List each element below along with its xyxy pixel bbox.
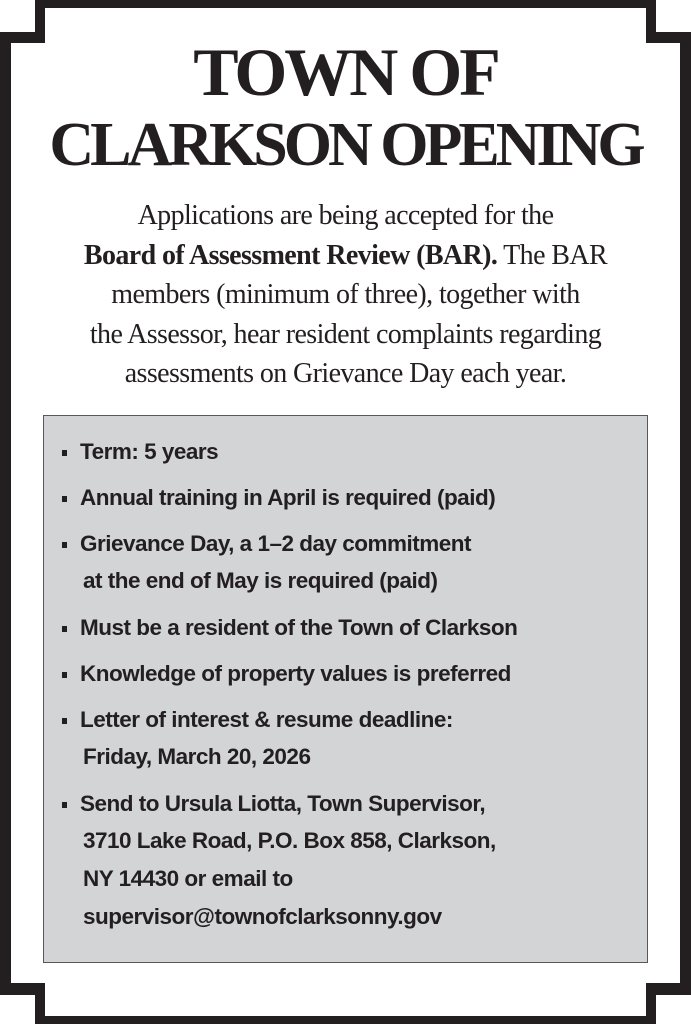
requirement-text-continued: NY 14430 or email to — [83, 866, 293, 891]
square-bullet-icon — [62, 718, 67, 724]
intro-line-1: Applications are being accepted for the — [137, 200, 554, 231]
requirement-item — [60, 702, 640, 776]
intro-paragraph — [20, 196, 671, 394]
intro-line-2 — [20, 236, 671, 276]
requirement-item — [60, 786, 640, 935]
headline-line-2 — [20, 111, 671, 179]
requirement-text: Grievance Day, a 1–2 day commitment — [80, 531, 472, 556]
requirement-text-continued: at the end of May is required (paid) — [83, 568, 438, 593]
intro-text-2-rest: The BAR — [497, 239, 608, 271]
square-bullet-icon — [62, 626, 67, 632]
requirement-text: Send to Ursula Liotta, Town Supervisor, — [80, 791, 486, 816]
requirement-item — [60, 480, 640, 516]
requirement-item — [60, 526, 640, 600]
headline-text-2: CLARKSON OPENING — [49, 111, 642, 179]
requirement-item — [60, 610, 640, 646]
board-name: Board of Assessment Review (BAR). — [83, 239, 498, 271]
square-bullet-icon — [62, 672, 67, 678]
requirement-text-continued: Friday, March 20, 2026 — [83, 744, 311, 769]
headline-text-1: TOWN OF — [193, 34, 498, 110]
requirement-text: Must be a resident of the Town of Clarkson — [80, 615, 518, 640]
square-bullet-icon — [62, 802, 67, 808]
border-left — [0, 32, 11, 995]
requirement-text: Term: 5 years — [80, 439, 219, 464]
requirement-text: Letter of interest & resume deadline: — [80, 707, 453, 732]
requirement-item — [60, 656, 640, 692]
requirement-text: Knowledge of property values is preferred — [80, 661, 511, 686]
square-bullet-icon — [62, 450, 67, 456]
intro-line-4: the Assessor, hear resident complaints regarding — [89, 318, 602, 350]
requirement-text-continued: 3710 Lake Road, P.O. Box 858, Clarkson, — [83, 828, 496, 853]
border-bottom — [35, 1016, 656, 1024]
headline-line-1 — [20, 34, 671, 110]
requirement-text: Annual training in April is required (paid) — [80, 485, 496, 510]
border-top — [35, 0, 656, 8]
requirement-text-continued: supervisor@townofclarksonny.gov — [83, 904, 442, 929]
intro-line-3: members (minimum of three), together with — [111, 279, 580, 311]
border-right — [680, 32, 691, 995]
requirements-list — [60, 434, 640, 945]
intro-line-5: assessments on Grievance Day each year. — [124, 358, 567, 390]
square-bullet-icon — [62, 542, 67, 548]
requirement-item — [60, 434, 640, 470]
square-bullet-icon — [62, 496, 67, 502]
